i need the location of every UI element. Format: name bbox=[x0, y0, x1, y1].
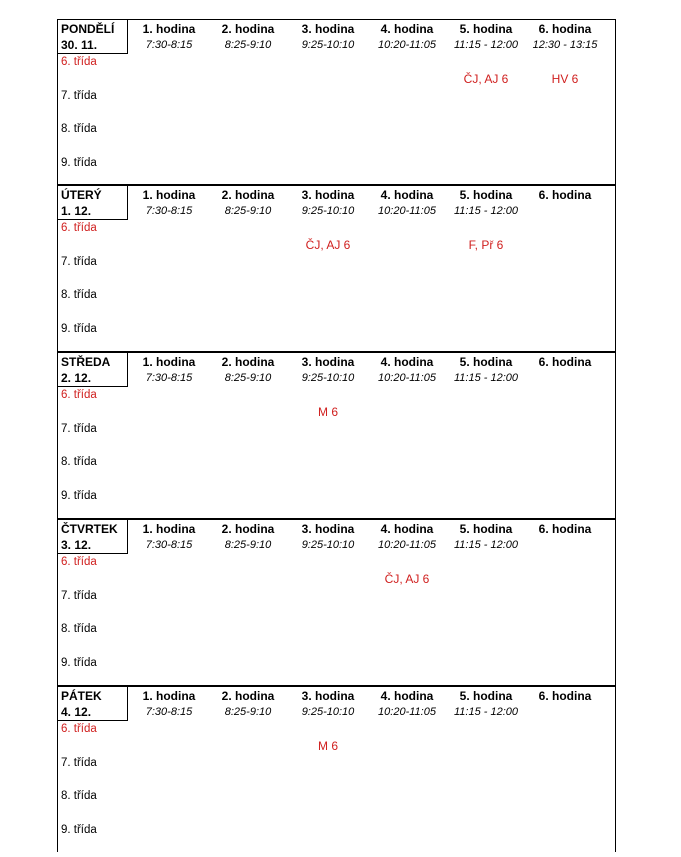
period-header bbox=[525, 353, 605, 371]
day-date: 3. 12. bbox=[61, 538, 92, 552]
grade6-lesson-cell: ČJ, AJ 6 bbox=[305, 238, 351, 252]
class-label: 6. třída bbox=[61, 389, 97, 401]
period-time: 8:25-9:10 bbox=[224, 539, 272, 551]
period-label: 3. hodina bbox=[301, 522, 355, 536]
day-header bbox=[58, 186, 128, 220]
day-date: 1. 12. bbox=[61, 204, 92, 218]
grade6-lesson-cell: HV 6 bbox=[551, 72, 579, 86]
day-block bbox=[57, 353, 616, 520]
period-time: 9:25-10:10 bbox=[301, 205, 355, 217]
period-header bbox=[208, 520, 288, 553]
period-label: 6. hodina bbox=[538, 188, 592, 202]
period-time: 7:30-8:15 bbox=[145, 372, 193, 384]
period-header bbox=[129, 687, 209, 720]
period-label: 3. hodina bbox=[301, 188, 355, 202]
day-header bbox=[58, 687, 128, 721]
period-header bbox=[446, 186, 526, 219]
period-time: 10:20-11:05 bbox=[378, 372, 436, 384]
class-label: 6. třída bbox=[61, 556, 97, 568]
class-label: 8. třída bbox=[61, 456, 97, 468]
period-label: 5. hodina bbox=[459, 689, 513, 703]
period-label: 2. hodina bbox=[221, 522, 275, 536]
period-header bbox=[367, 186, 447, 219]
period-time: 11:15 - 12:00 bbox=[453, 539, 518, 551]
period-label: 2. hodina bbox=[221, 22, 275, 36]
day-date: 4. 12. bbox=[61, 705, 92, 719]
period-label: 1. hodina bbox=[142, 188, 196, 202]
period-label: 6. hodina bbox=[538, 689, 592, 703]
period-label: 4. hodina bbox=[380, 689, 434, 703]
day-block bbox=[57, 19, 616, 186]
period-header bbox=[129, 20, 209, 53]
class-label: 7. třída bbox=[61, 423, 97, 435]
period-header bbox=[208, 20, 288, 53]
day-block bbox=[57, 186, 616, 353]
period-header bbox=[129, 520, 209, 553]
period-time: 10:20-11:05 bbox=[378, 706, 436, 718]
period-label: 6. hodina bbox=[538, 522, 592, 536]
class-label: 8. třída bbox=[61, 123, 97, 135]
period-header bbox=[208, 353, 288, 386]
period-label: 1. hodina bbox=[142, 522, 196, 536]
grade6-lesson-cell: ČJ, AJ 6 bbox=[463, 72, 509, 86]
period-time: 9:25-10:10 bbox=[301, 372, 355, 384]
day-name: PÁTEK bbox=[61, 689, 102, 703]
period-label: 4. hodina bbox=[380, 355, 434, 369]
class-label: 9. třída bbox=[61, 323, 97, 335]
day-header bbox=[58, 20, 128, 54]
period-header bbox=[367, 520, 447, 553]
class-label: 6. třída bbox=[61, 222, 97, 234]
period-time: 7:30-8:15 bbox=[145, 205, 193, 217]
period-label: 3. hodina bbox=[301, 689, 355, 703]
period-label: 2. hodina bbox=[221, 188, 275, 202]
period-label: 4. hodina bbox=[380, 22, 434, 36]
period-header bbox=[288, 520, 368, 553]
class-label: 9. třída bbox=[61, 824, 97, 836]
period-header bbox=[208, 687, 288, 720]
period-label: 3. hodina bbox=[301, 355, 355, 369]
period-label: 5. hodina bbox=[459, 522, 513, 536]
period-header bbox=[129, 186, 209, 219]
class-label: 6. třída bbox=[61, 723, 97, 735]
period-time: 11:15 - 12:00 bbox=[453, 706, 518, 718]
day-name: PONDĚLÍ bbox=[61, 22, 115, 36]
period-header bbox=[446, 20, 526, 53]
period-header bbox=[288, 186, 368, 219]
class-label: 8. třída bbox=[61, 289, 97, 301]
period-label: 5. hodina bbox=[459, 355, 513, 369]
period-label: 6. hodina bbox=[538, 355, 592, 369]
period-label: 4. hodina bbox=[380, 188, 434, 202]
period-time: 7:30-8:15 bbox=[145, 706, 193, 718]
period-header bbox=[446, 687, 526, 720]
period-header bbox=[525, 20, 605, 53]
period-label: 5. hodina bbox=[459, 188, 513, 202]
class-label: 6. třída bbox=[61, 56, 97, 68]
class-label: 7. třída bbox=[61, 590, 97, 602]
period-time: 12:30 - 13:15 bbox=[532, 39, 598, 51]
period-time: 9:25-10:10 bbox=[301, 539, 355, 551]
class-label: 9. třída bbox=[61, 490, 97, 502]
grade6-lesson-cell: M 6 bbox=[317, 739, 338, 753]
period-time: 7:30-8:15 bbox=[145, 539, 193, 551]
grade6-lesson-cell: F, Př 6 bbox=[468, 238, 504, 252]
day-name: ÚTERÝ bbox=[61, 188, 102, 202]
period-header bbox=[288, 20, 368, 53]
class-label: 7. třída bbox=[61, 757, 97, 769]
day-header bbox=[58, 520, 128, 554]
period-header bbox=[367, 687, 447, 720]
period-label: 1. hodina bbox=[142, 689, 196, 703]
period-label: 1. hodina bbox=[142, 22, 196, 36]
period-label: 6. hodina bbox=[538, 22, 592, 36]
period-header bbox=[446, 520, 526, 553]
period-time: 8:25-9:10 bbox=[224, 205, 272, 217]
period-time: 9:25-10:10 bbox=[301, 39, 355, 51]
class-label: 9. třída bbox=[61, 157, 97, 169]
class-label: 8. třída bbox=[61, 623, 97, 635]
period-label: 4. hodina bbox=[380, 522, 434, 536]
period-time: 7:30-8:15 bbox=[145, 39, 193, 51]
period-label: 1. hodina bbox=[142, 355, 196, 369]
period-header bbox=[367, 353, 447, 386]
weekly-schedule bbox=[57, 19, 616, 852]
period-time: 11:15 - 12:00 bbox=[453, 372, 518, 384]
period-header bbox=[525, 687, 605, 705]
grade6-lesson-cell: M 6 bbox=[317, 405, 338, 419]
class-label: 7. třída bbox=[61, 256, 97, 268]
period-time: 8:25-9:10 bbox=[224, 706, 272, 718]
class-label: 9. třída bbox=[61, 657, 97, 669]
period-header bbox=[288, 687, 368, 720]
period-header bbox=[208, 186, 288, 219]
period-header bbox=[129, 353, 209, 386]
period-time: 10:20-11:05 bbox=[378, 39, 436, 51]
period-header bbox=[288, 353, 368, 386]
period-time: 8:25-9:10 bbox=[224, 372, 272, 384]
day-name: ČTVRTEK bbox=[61, 522, 118, 536]
grade6-lesson-cell: ČJ, AJ 6 bbox=[384, 572, 430, 586]
period-header bbox=[525, 520, 605, 538]
day-date: 30. 11. bbox=[61, 38, 98, 52]
day-header bbox=[58, 353, 128, 387]
day-name: STŘEDA bbox=[61, 355, 111, 369]
period-label: 2. hodina bbox=[221, 355, 275, 369]
period-header bbox=[446, 353, 526, 386]
period-time: 11:15 - 12:00 bbox=[453, 205, 518, 217]
period-label: 3. hodina bbox=[301, 22, 355, 36]
period-time: 9:25-10:10 bbox=[301, 706, 355, 718]
period-time: 10:20-11:05 bbox=[378, 539, 436, 551]
class-label: 7. třída bbox=[61, 90, 97, 102]
period-time: 10:20-11:05 bbox=[378, 205, 436, 217]
period-label: 2. hodina bbox=[221, 689, 275, 703]
period-header bbox=[367, 20, 447, 53]
class-label: 8. třída bbox=[61, 790, 97, 802]
day-block bbox=[57, 687, 616, 852]
day-date: 2. 12. bbox=[61, 371, 92, 385]
period-header bbox=[525, 186, 605, 204]
period-time: 11:15 - 12:00 bbox=[453, 39, 518, 51]
day-block bbox=[57, 520, 616, 687]
period-time: 8:25-9:10 bbox=[224, 39, 272, 51]
period-label: 5. hodina bbox=[459, 22, 513, 36]
